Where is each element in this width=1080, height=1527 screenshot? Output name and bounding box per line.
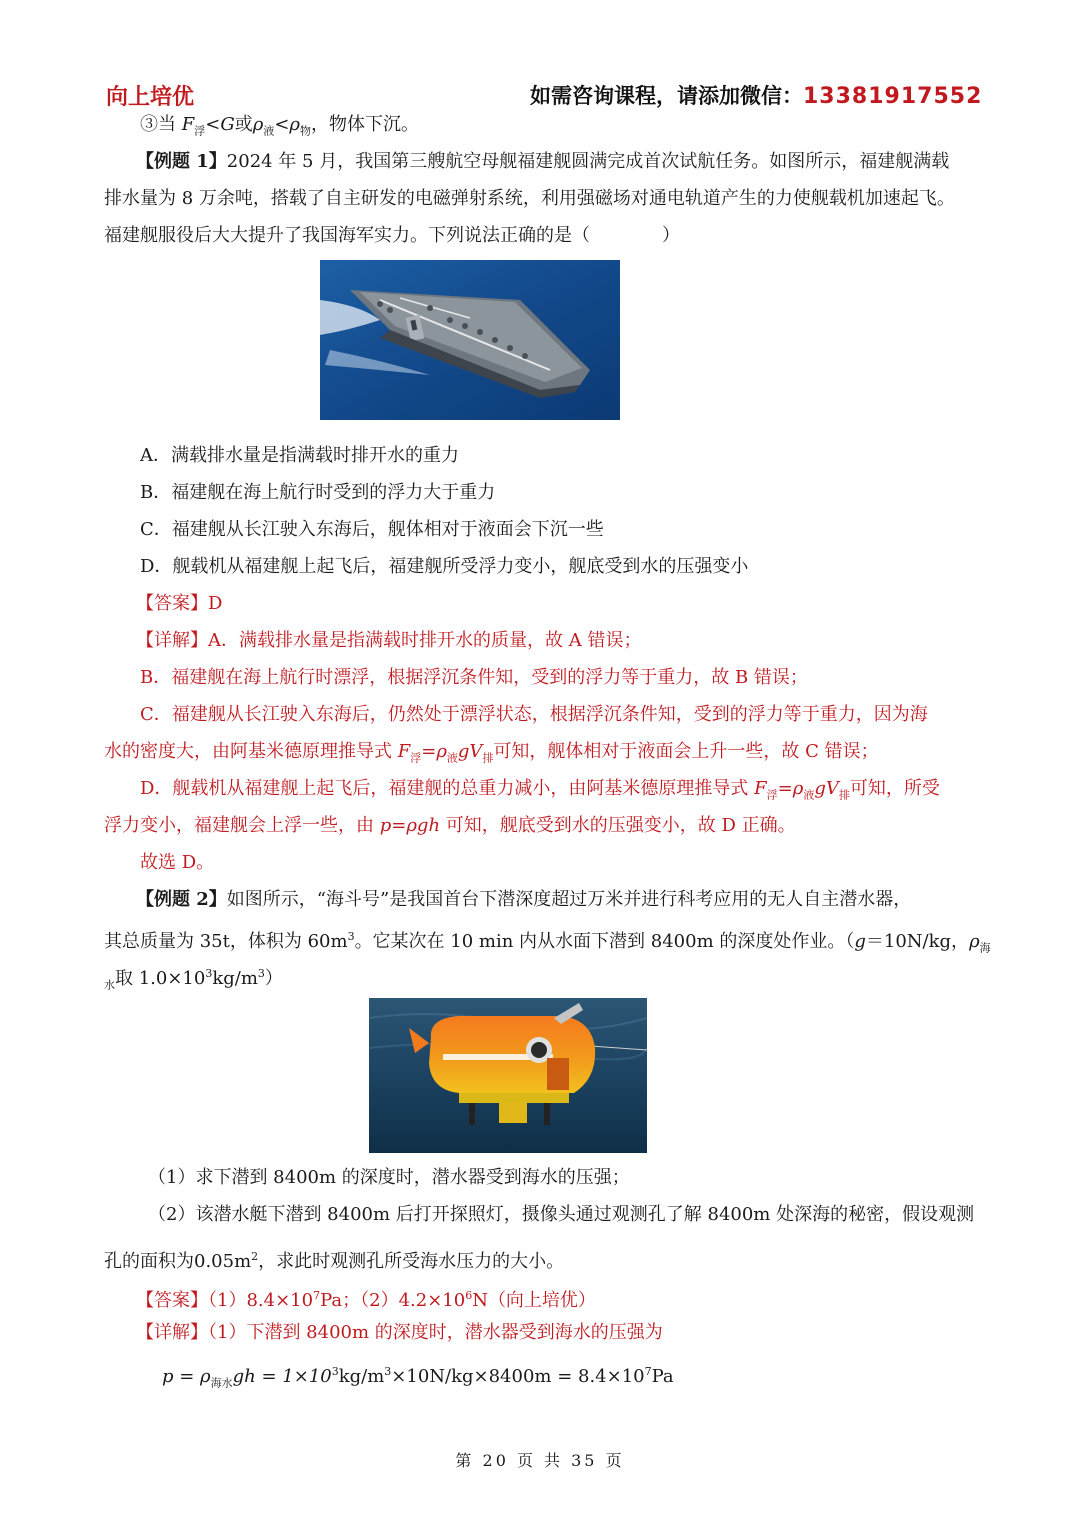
cond-f: F	[181, 114, 195, 135]
cond-f-sub: 浮	[194, 124, 206, 138]
ex2-l3a: 取 1.0×10	[115, 968, 206, 989]
ex2-l3-sup2: 3	[257, 967, 265, 980]
example1-detail-a	[136, 627, 641, 655]
formula2-gv: gV	[814, 778, 839, 799]
example1-detail-c1: C．福建舰从长江驶入东海后，仍然处于漂浮状态，根据浮沉条件知，受到的浮力等于重力，因为海	[140, 704, 928, 725]
formula-v-sub: 排	[482, 751, 494, 765]
formula-f-sub: 浮	[410, 751, 422, 765]
cond-lt2: <	[274, 114, 290, 135]
cond-or: 或	[234, 114, 253, 135]
ex2-answer-c: N（向上培优）	[472, 1290, 596, 1311]
formula-sup2: 3	[384, 1365, 392, 1378]
formula-rho: =ρ	[421, 741, 447, 762]
example2-line3	[104, 960, 283, 1000]
formula-sup1: 3	[331, 1365, 339, 1378]
formula-f: F	[397, 741, 411, 762]
example2-detail	[136, 1319, 663, 1347]
condition-3	[140, 111, 419, 146]
example1-tag: 【例题 1】	[136, 151, 227, 172]
formula-kgm: kg/m	[338, 1366, 385, 1387]
detail-c2-text: 水的密度大，由阿基米德原理推导式	[104, 741, 392, 762]
formula-sea-sub: 海水	[210, 1376, 233, 1390]
header-brand: 向上培优	[106, 85, 195, 110]
example2-q2-line1: （2）该潜水艇下潜到 8400m 后打开探照灯，摄像头通过观测孔了解 8400m 处深海的秘密，假设观测	[148, 1204, 975, 1225]
ex2-answer-sup1: 7	[313, 1289, 321, 1302]
example1-line3: 福建舰服役后大大提升了我国海军实力。下列说法正确的是（ ）	[104, 225, 680, 246]
cond-rho-object: ρ	[289, 114, 300, 135]
example2-formula	[162, 1358, 674, 1398]
detail-d2-end: 可知，舰底受到水的压强变小，故 D 正确。	[445, 815, 796, 836]
cond-rho-liquid: ρ	[252, 114, 264, 135]
example2-answer	[136, 1282, 596, 1315]
example1-conclusion: 故选 D。	[140, 852, 215, 873]
ex2-g: g	[854, 931, 866, 952]
example2-line2	[104, 923, 991, 963]
formula-rho-sub: 液	[446, 751, 458, 765]
formula2-f: F	[754, 778, 767, 799]
formula-pressure: p=ρgh	[379, 815, 441, 836]
example2-tag: 【例题 2】	[136, 889, 227, 910]
detail-tag: 【详解】	[136, 630, 208, 651]
answer-value: D	[208, 593, 223, 614]
ex2-l2b: 。它某次在 10 min 内从水面下潜到 8400m 的深度处作业。（	[354, 931, 855, 952]
formula-sup3: 7	[644, 1365, 652, 1378]
cond-text: ③当	[140, 114, 176, 135]
q2-l2a: 孔的面积为	[104, 1251, 194, 1272]
cond-g: G	[220, 114, 235, 135]
ex2-l2a: 其总质量为 35t，体积为 60m	[104, 931, 348, 952]
formula-pa: Pa	[651, 1366, 674, 1387]
formula-p-rho: p = ρ	[162, 1366, 211, 1387]
detail-c2-end: 可知，舰体相对于液面会上升一些，故 C 错误；	[493, 741, 879, 762]
ex2-l3b: kg/m	[212, 968, 258, 989]
formula-gv: gV	[457, 741, 483, 762]
formula2-f-sub: 浮	[766, 788, 778, 802]
example2-q1: （1）求下潜到 8400m 的深度时，潜水器受到海水的压强；	[148, 1167, 630, 1188]
ex2-rho-sub: 海	[979, 941, 991, 955]
cond-end: ，物体下沉。	[311, 114, 419, 135]
option-c: C．福建舰从长江驶入东海后，舰体相对于液面会下沉一些	[140, 519, 604, 540]
example1-detail-b: B．福建舰在海上航行时漂浮，根据浮沉条件知，受到的浮力等于重力，故 B 错误；	[140, 667, 808, 688]
ex2-l3-sup1: 3	[205, 967, 213, 980]
ex2-answer-b: Pa；（2）4.2×10	[320, 1290, 466, 1311]
contact-phone: 13381917552	[803, 84, 983, 109]
cond-rho-liquid-sub: 液	[263, 124, 275, 138]
aircraft-carrier-image	[320, 260, 620, 420]
formula-gh: gh = 1×10	[232, 1366, 332, 1387]
example2-q2-line2	[104, 1243, 564, 1276]
ex2-answer-sup2: 6	[465, 1289, 473, 1302]
formula2-rho: =ρ	[777, 778, 804, 799]
header-contact	[530, 80, 982, 110]
example2-line1	[136, 886, 911, 914]
option-b: B．福建舰在海上航行时受到的浮力大于重力	[140, 482, 496, 503]
example2-text1: 如图所示，“海斗号”是我国首台下潜深度超过万米并进行科考应用的无人自主潜水器，	[226, 889, 912, 910]
example1-detail-c2	[104, 738, 879, 773]
ex2-l3c: ）	[264, 968, 283, 989]
q2-area-sup: 2	[251, 1250, 259, 1263]
detail-d2-text: 浮力变小，福建舰会上浮一些，由	[104, 815, 374, 836]
contact-prefix: 如需咨询课程，请添加微信：	[530, 84, 803, 108]
answer-tag: 【答案】	[136, 593, 208, 614]
page-number: 第 20 页 共 35 页	[455, 1451, 625, 1470]
example1-line2: 排水量为 8 万余吨，搭载了自主研发的电磁弹射系统，利用强磁场对通电轨道产生的力使舰载机加速起飞。	[104, 188, 955, 209]
submersible-image	[369, 998, 647, 1153]
option-d: D．舰载机从福建舰上起飞后，福建舰所受浮力变小，舰底受到水的压强变小	[140, 556, 749, 577]
example1-detail-d2	[104, 812, 796, 840]
ex2-answer-tag: 【答案】	[136, 1290, 208, 1311]
q2-l2b: ，求此时观测孔所受海水压力的大小。	[258, 1251, 565, 1272]
formula-product: ×10N/kg×8400m = 8.4×10	[391, 1366, 645, 1387]
ex2-l3-sub: 水	[104, 978, 115, 992]
option-a: A．满载排水量是指满载时排开水的重力	[140, 445, 459, 466]
formula2-v-sub: 排	[838, 788, 850, 802]
example1-answer	[136, 590, 222, 618]
ex2-l2c: ＝10N/kg，	[865, 931, 970, 952]
example1-text1: 2024 年 5 月，我国第三艘航空母舰福建舰圆满完成首次试航任务。如图所示，福建舰满载	[226, 151, 950, 172]
ex2-l2-sup: 3	[347, 930, 355, 943]
example1-line1	[136, 148, 949, 176]
detail-d1-end: 可知，所受	[849, 778, 940, 799]
detail-a-text: A．满载排水量是指满载时排开水的质量，故 A 错误；	[208, 630, 642, 651]
cond-rho-object-sub: 物	[300, 124, 311, 138]
q2-area: 0.05m	[194, 1251, 252, 1272]
example1-detail-d1	[140, 775, 940, 810]
formula2-rho-sub: 液	[803, 788, 815, 802]
ex2-detail-tag: 【详解】	[136, 1322, 208, 1343]
ex2-detail-text: （1）下潜到 8400m 的深度时，潜水器受到海水的压强为	[208, 1322, 663, 1343]
ex2-answer-a: （1）8.4×10	[208, 1290, 314, 1311]
cond-lt: <	[205, 114, 221, 135]
detail-d1-text: D．舰载机从福建舰上起飞后，福建舰的总重力减小，由阿基米德原理推导式	[140, 778, 749, 799]
ex2-rho: ρ	[969, 931, 980, 952]
